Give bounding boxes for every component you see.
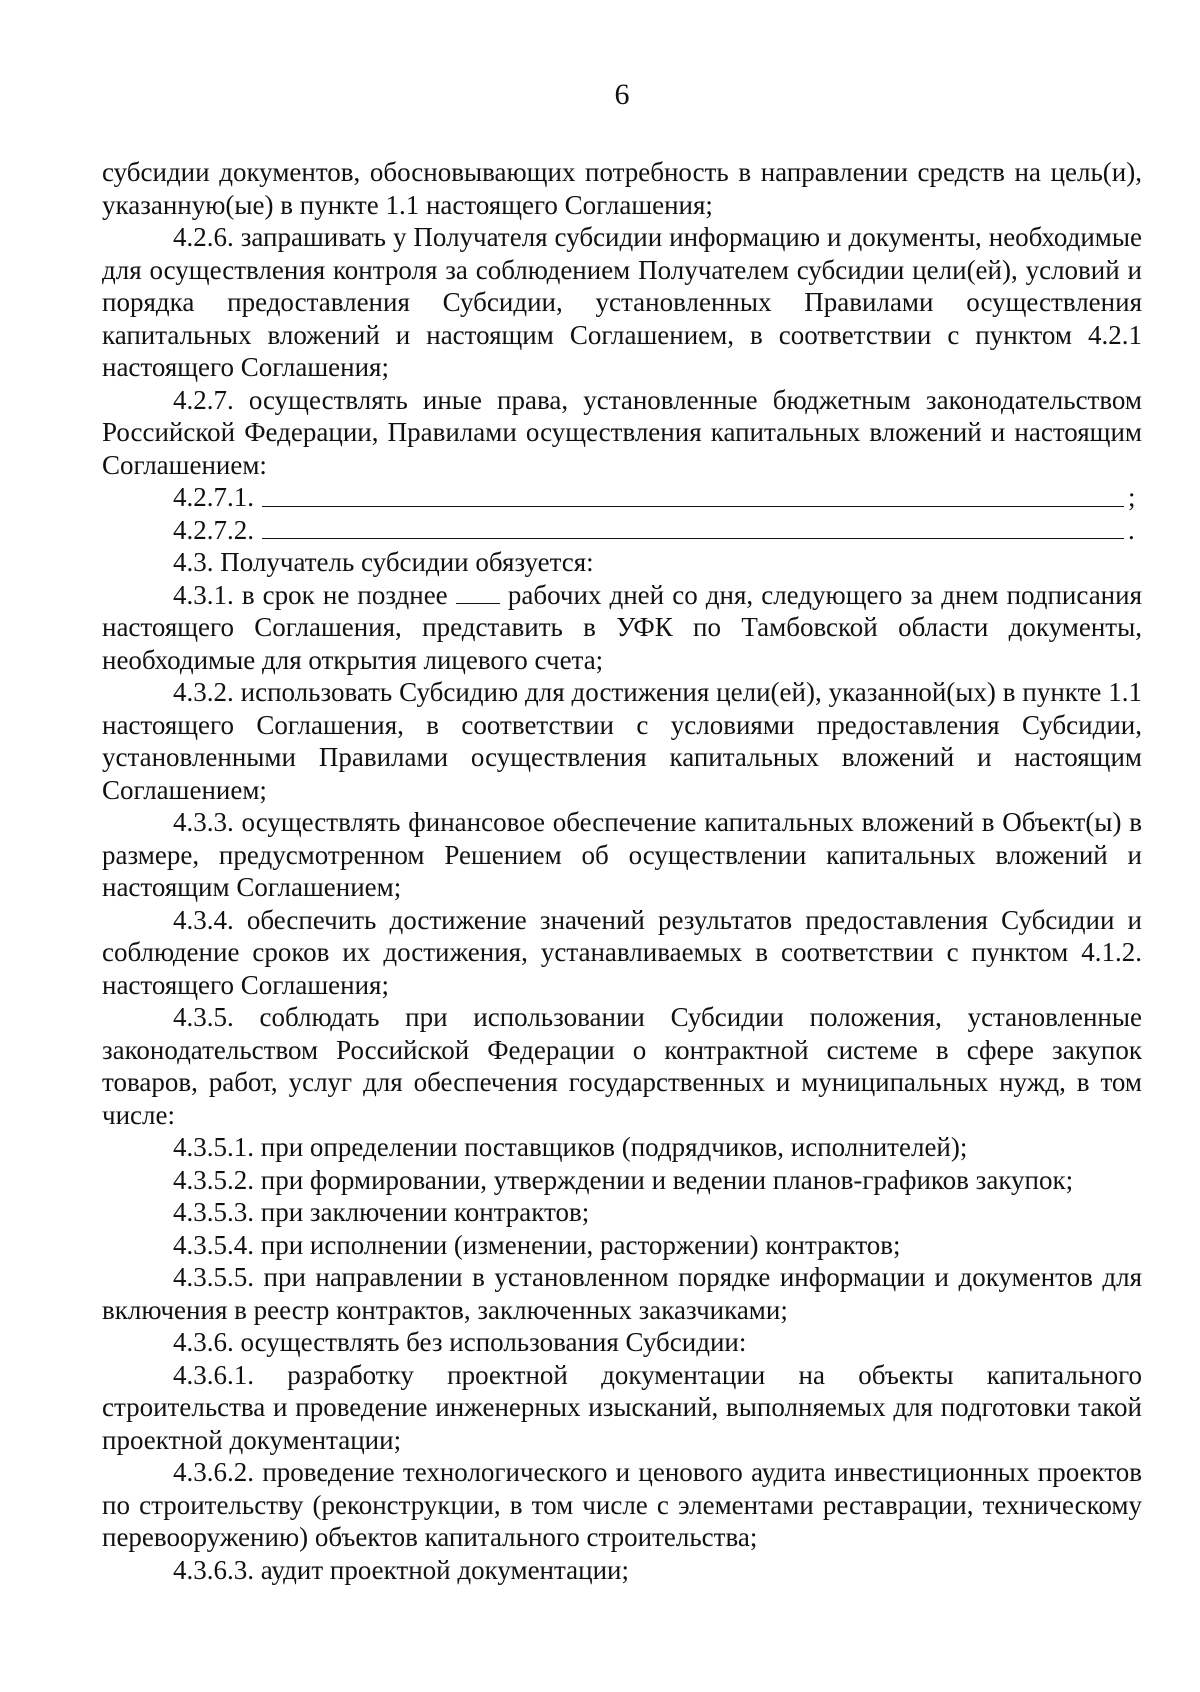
paragraph-4-3-6-3: 4.3.6.3. аудит проектной документации; bbox=[173, 1554, 629, 1585]
paragraph-4-3-1-start: 4.3.1. в срок не позднее bbox=[173, 579, 448, 610]
blank-item-number: 4.2.7.1. bbox=[173, 482, 254, 512]
document-page bbox=[102, 0, 1142, 1692]
paragraph-4-3-5-4: 4.3.5.4. при исполнении (изменении, расторжении) контрактов; bbox=[173, 1229, 901, 1260]
paragraph-4-3-2: 4.3.2. использовать Субсидию для достижения цели(ей), указанной(ых) в пункте 1.1 настоящего Соглашения, в соответствии с условиями предоставления Субсидии, установленными Правилами осуществления капитальных вложений и настоящим Соглашением; bbox=[102, 677, 1142, 805]
paragraph-4-3-4: 4.3.4. обеспечить достижение значений результатов предоставления Субсидии и соблюдение сроков их достижения, устанавливаемых в соответствии с пунктом 4.1.2. настоящего Соглашения; bbox=[102, 904, 1142, 1000]
page-number: 6 bbox=[614, 78, 630, 111]
paragraph-continuation: субсидии документов, обосновывающих потребность в направлении средств на цель(и), указанную(ые) в пункте 1.1 настоящего Соглашения; bbox=[102, 157, 1142, 220]
fill-in-line bbox=[262, 537, 1124, 539]
paragraph-4-3-1 bbox=[102, 579, 1142, 677]
days-blank-line bbox=[456, 583, 500, 604]
fill-in-line bbox=[262, 505, 1124, 507]
blank-item-punct: ; bbox=[1128, 482, 1136, 512]
blank-item-number: 4.2.7.2. bbox=[173, 514, 254, 545]
blank-item-4-2-7-2 bbox=[102, 514, 1142, 547]
blank-item-punct: . bbox=[1128, 514, 1135, 545]
paragraph-4-3-5: 4.3.5. соблюдать при использовании Субсидии положения, установленные законодательством Российской Федерации о контрактной системе в сфере закупок товаров, работ, услуг для обеспечения государственных и муниципальных нужд, в том числе: bbox=[102, 1002, 1142, 1130]
document-body bbox=[102, 156, 1142, 1586]
paragraph-4-3-6: 4.3.6. осуществлять без использования Субсидии: bbox=[173, 1327, 747, 1357]
paragraph-4-3-6-1: 4.3.6.1. разработку проектной документации на объекты капитального строительства и проведение инженерных изысканий, выполняемых для подготовки такой проектной документации; bbox=[102, 1359, 1142, 1455]
paragraph-4-3-3: 4.3.3. осуществлять финансовое обеспечение капитальных вложений в Объект(ы) в размере, предусмотренном Решением об осуществлении капитальных вложений и настоящим Соглашением; bbox=[102, 807, 1142, 902]
paragraph-4-3-5-1: 4.3.5.1. при определении поставщиков (подрядчиков, исполнителей); bbox=[173, 1132, 968, 1162]
paragraph-4-2-7: 4.2.7. осуществлять иные права, установленные бюджетным законодательством Российской Федерации, Правилами осуществления капитальных вложений и настоящим Соглашением: bbox=[102, 384, 1142, 480]
blank-item-4-2-7-1 bbox=[102, 481, 1142, 514]
paragraph-4-2-6: 4.2.6. запрашивать у Получателя субсидии информацию и документы, необходимые для осуществления контроля за соблюдением Получателем субсидии цели(ей), условий и порядка предоставления Субсидии, установленных Правилами осуществления капитальных вложений и настоящим Соглашением, в соответствии с пунктом 4.2.1 настоящего Соглашения; bbox=[102, 222, 1142, 382]
paragraph-4-3-6-2: 4.3.6.2. проведение технологического и ценового аудита инвестиционных проектов по строительству (реконструкции, в том числе с элементами реставрации, техническому перевооружению) объектов капитального строительства; bbox=[102, 1457, 1142, 1552]
paragraph-4-3-5-2: 4.3.5.2. при формировании, утверждении и ведении планов-графиков закупок; bbox=[173, 1164, 1074, 1195]
paragraph-4-3-5-3: 4.3.5.3. при заключении контрактов; bbox=[173, 1197, 590, 1227]
paragraph-4-3-5-5: 4.3.5.5. при направлении в установленном порядке информации и документов для включения в реестр контрактов, заключенных заказчиками; bbox=[102, 1262, 1142, 1325]
paragraph-4-3: 4.3. Получатель субсидии обязуется: bbox=[173, 547, 594, 577]
paragraph-4-3-1-end: рабочих дней со дня, следующего за днем подписания настоящего Соглашения, представить в УФК по Тамбовской области документы, необходимые для открытия лицевого счета; bbox=[102, 579, 1142, 675]
